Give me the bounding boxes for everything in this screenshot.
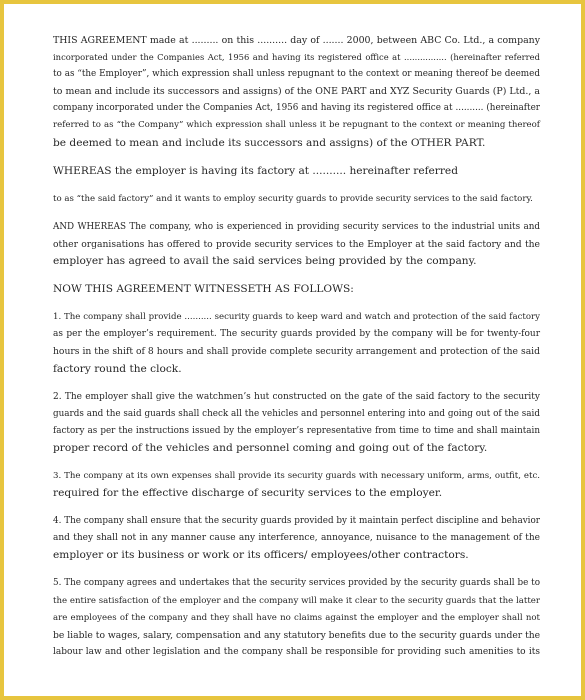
paragraph-7: [53, 389, 540, 457]
paragraph-2: [53, 163, 540, 180]
paragraph-line: WHEREAS the employer is having its factory at .......... hereinafter referred: [53, 164, 458, 177]
paragraph-line: hours in the shift of 8 hours and shall provide complete security arrangement and protection of the said: [53, 346, 540, 358]
paragraph-line: other organisations has offered to provide security services to the Employer at the said factory and the: [53, 238, 540, 250]
paragraph-line: THIS AGREEMENT made at ......... on this .......... day of ....... 2000, between ABC Co. Ltd., a company: [53, 35, 540, 46]
paragraph-line: to mean and include its successors and assigns) of the ONE PART and XYZ Security Guards (P) Ltd., a: [53, 86, 540, 98]
paragraph-line: and they shall not in any manner cause any interference, annoyance, nuisance to the management of the: [53, 533, 540, 544]
paragraph-line: are employees of the company and they shall have no claims against the employer and the employer shall not: [53, 612, 540, 623]
paragraph-line: 2. The employer shall give the watchmen’s hut constructed on the gate of the said factory to the security: [53, 391, 540, 402]
paragraph-line: 3. The company at its own expenses shall provide its security guards with necessary uniform, arms, outfit, etc.: [53, 470, 540, 481]
paragraph-5: [53, 281, 540, 298]
paragraph-line: proper record of the vehicles and personnel coming and going out of the factory.: [53, 441, 488, 454]
paragraph-line: labour law and other legislation and the company shall be responsible for providing such amenities to its: [53, 646, 540, 657]
paragraph-line: factory round the clock.: [53, 362, 182, 375]
paragraph-line: as per the employer’s requirement. The security guards provided by the company will be for twenty-four: [53, 329, 540, 340]
paragraph-4: [53, 219, 540, 270]
paragraph-line: be deemed to mean and include its successors and assigns) of the OTHER PART.: [53, 136, 486, 149]
paragraph-line: to as “the said factory” and it wants to employ security guards to provide security services to the said factory.: [53, 193, 533, 204]
paragraph-line: required for the effective discharge of security services to the employer.: [53, 487, 443, 500]
paragraph-line: be liable to wages, salary, compensation and any statutory benefits due to the security guards under the: [53, 629, 541, 641]
paragraph-8: [53, 468, 540, 502]
paragraph-10: [53, 575, 540, 660]
paragraph-line: AND WHEREAS The company, who is experienced in providing security services to the industrial units and: [53, 221, 540, 232]
paragraph-line: 4. The company shall ensure that the security guards provided by it maintain perfect discipline and behavior: [53, 516, 540, 527]
paragraph-line: incorporated under the Companies Act, 1956 and having its registered office at ................ (hereinafter referred: [53, 52, 540, 63]
paragraph-line: factory as per the instructions issued by the employer’s representative from time to time and shall maintain: [53, 425, 540, 436]
paragraph-line: the entire satisfaction of the employer and the company will make it clear to the security guards that the latter: [53, 595, 540, 606]
agreement-document: [53, 32, 540, 672]
paragraph-line: to as “the Employer”, which expression shall unless repugnant to the context or meaning thereof be deemed: [53, 69, 540, 80]
paragraph-3: [53, 191, 540, 208]
paragraph-line: 1. The company shall provide .......... security guards to keep ward and watch and protection of the said factory: [53, 312, 540, 323]
paragraph-line: 5. The company agrees and undertakes that the security services provided by the security guards shall be to: [53, 578, 540, 589]
paragraph-line: NOW THIS AGREEMENT WITNESSETH AS FOLLOWS:: [53, 283, 354, 296]
paragraph-line: employer or its business or work or its officers/ employees/other contractors.: [53, 549, 469, 562]
paragraph-line: company incorporated under the Companies Act, 1956 and having its registered office at .......... (hereinafter: [53, 103, 540, 114]
paragraph-6: [53, 309, 540, 377]
paragraph-line: guards and the said guards shall check all the vehicles and personnel entering into and going out of the said: [53, 408, 540, 419]
paragraph-line: referred to as “the Company” which expression shall unless it be repugnant to the context or meaning thereof: [53, 120, 540, 131]
paragraph-9: [53, 513, 540, 564]
paragraph-1: [53, 32, 540, 152]
paragraph-line: employer has agreed to avail the said services being provided by the company.: [53, 255, 477, 268]
